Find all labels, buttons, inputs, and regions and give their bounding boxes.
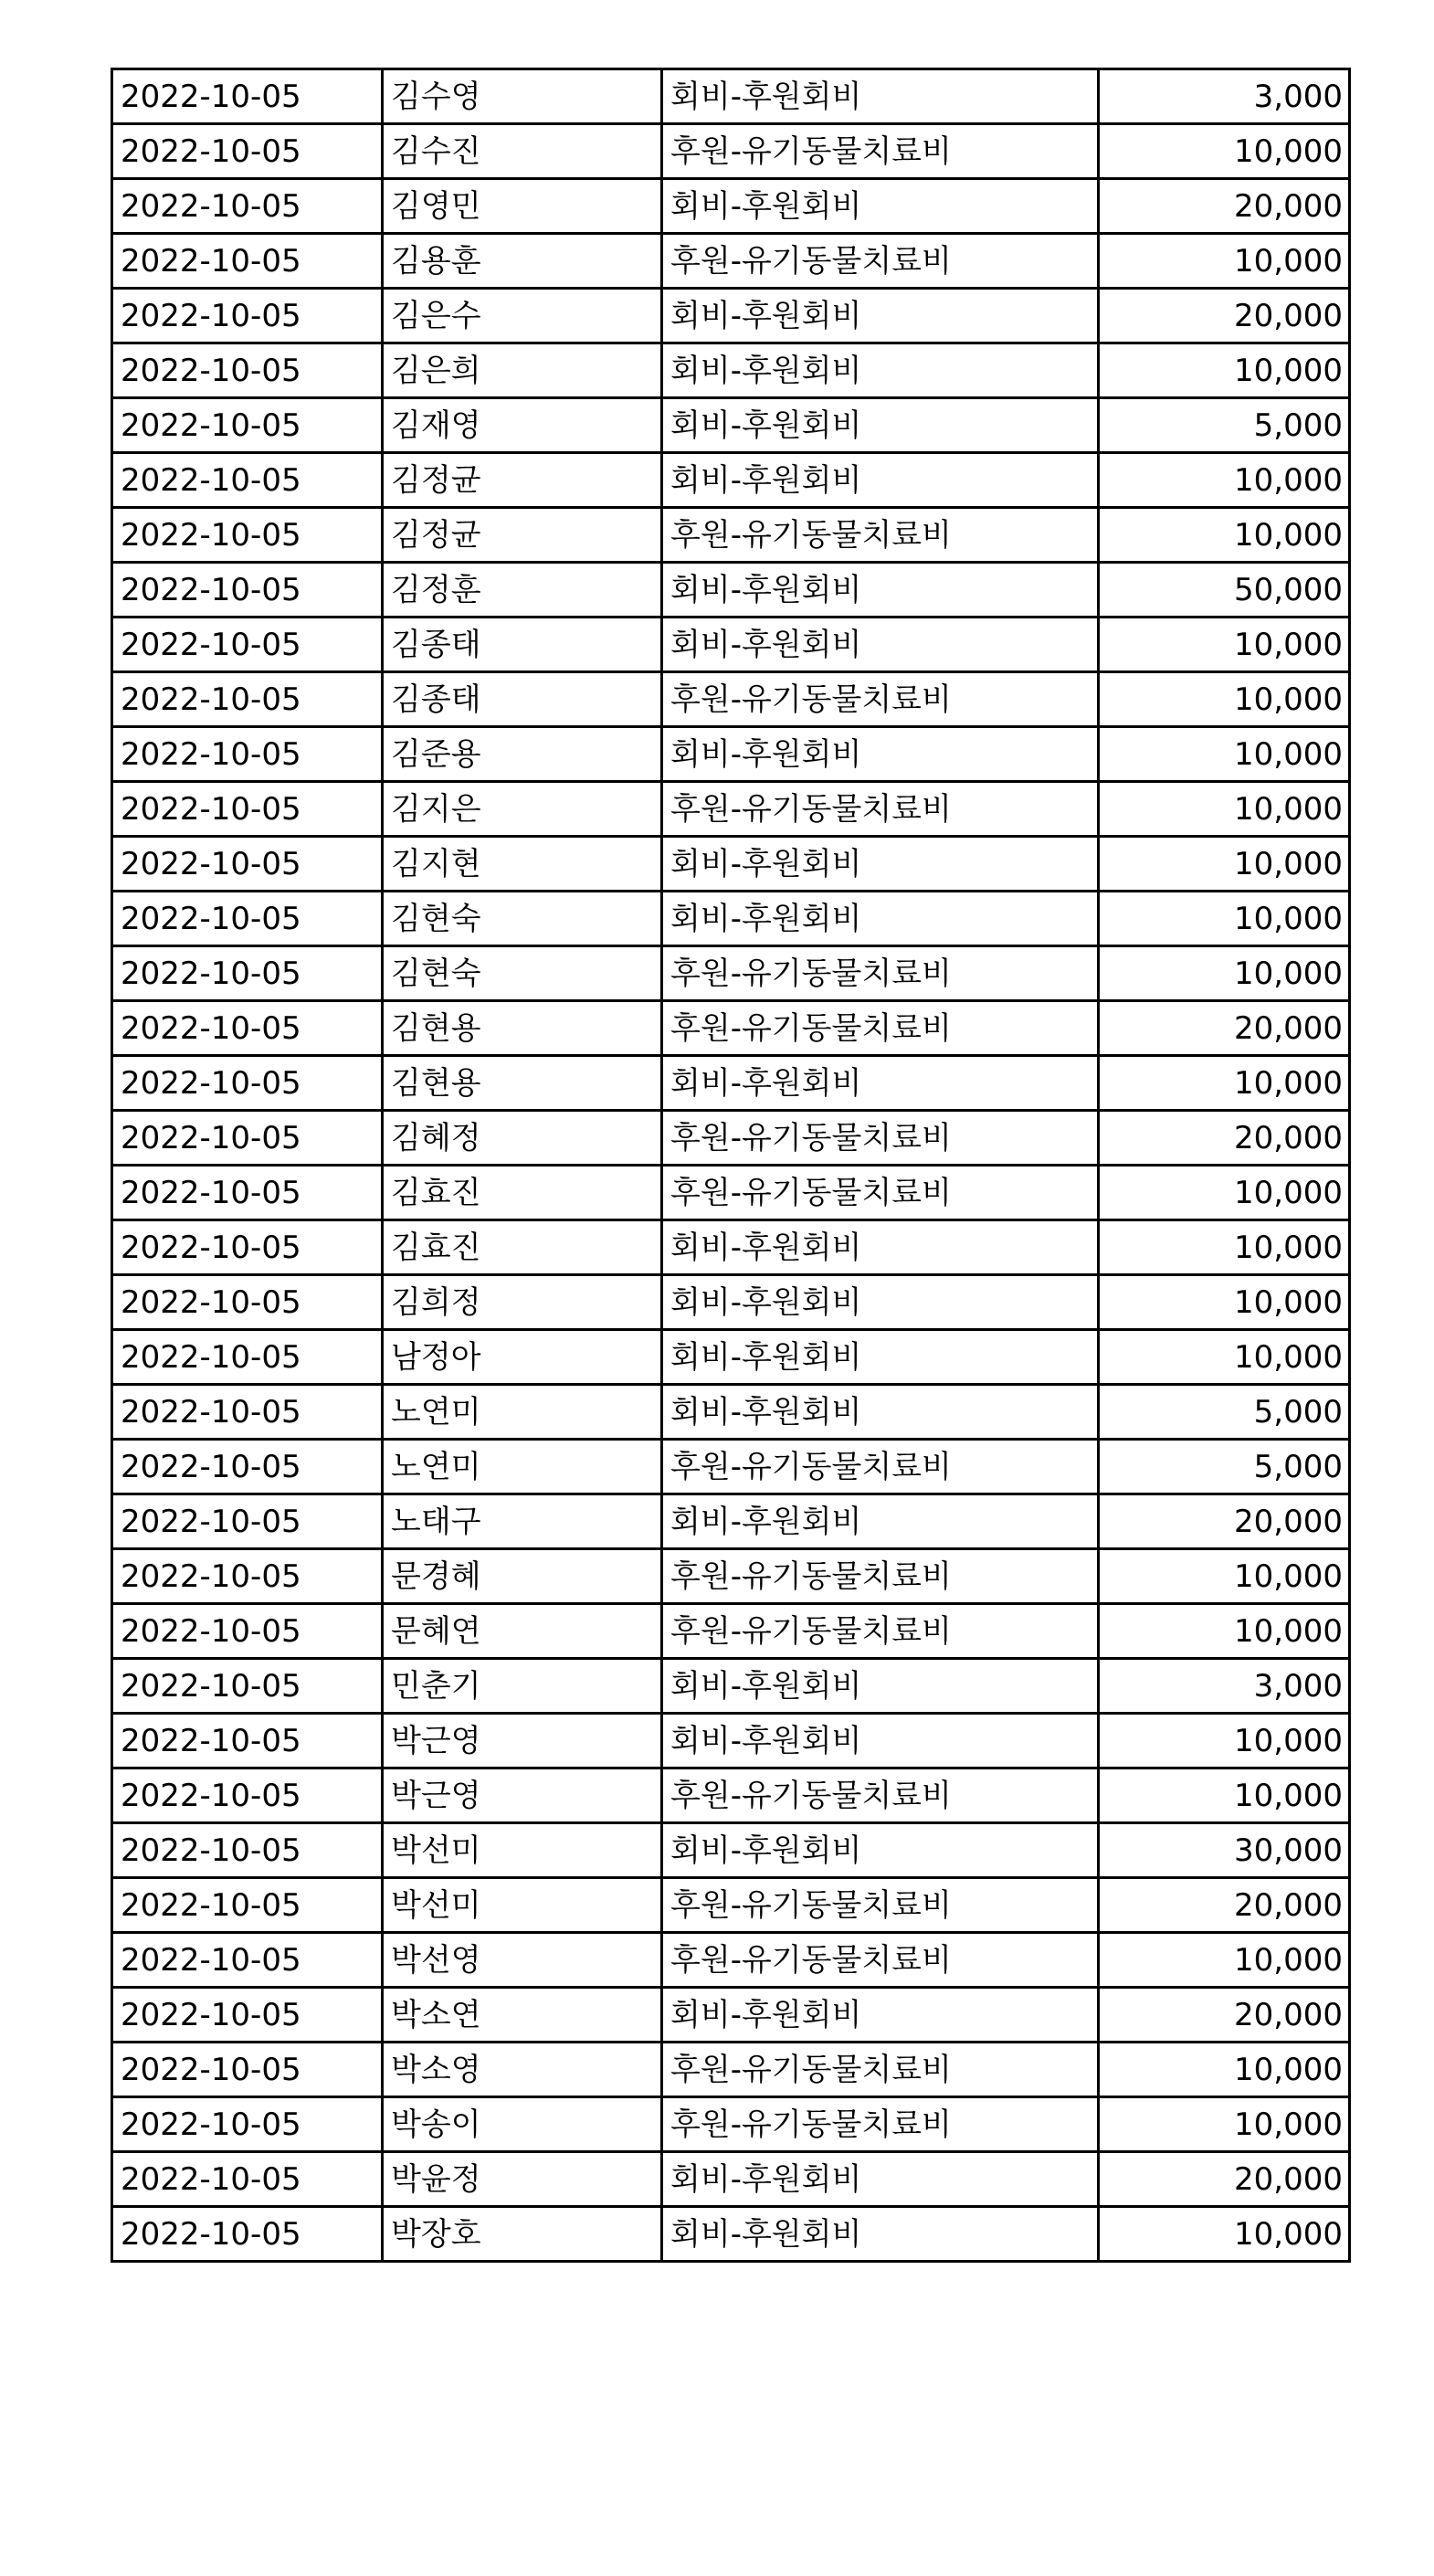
table-row [112,2043,1350,2097]
type-cell: 회비-후원회비 [662,2207,1099,2262]
date-cell: 2022-10-05 [112,946,383,1001]
table-row [112,1714,1350,1768]
date-cell: 2022-10-05 [112,618,383,672]
table-row [112,1988,1350,2043]
table-row [112,453,1350,508]
date-cell: 2022-10-05 [112,1878,383,1933]
name-cell: 김정훈 [383,563,662,618]
type-cell: 회비-후원회비 [662,289,1099,343]
name-cell: 노태구 [383,1494,662,1549]
table-row [112,1275,1350,1330]
name-cell: 박송이 [383,2097,662,2152]
date-cell: 2022-10-05 [112,1275,383,1330]
type-cell: 후원-유기동물치료비 [662,1549,1099,1604]
table-row [112,563,1350,618]
name-cell: 김준용 [383,727,662,782]
date-cell: 2022-10-05 [112,453,383,508]
ledger-body [112,69,1350,2262]
type-cell: 후원-유기동물치료비 [662,508,1099,563]
type-cell: 회비-후원회비 [662,727,1099,782]
date-cell: 2022-10-05 [112,2043,383,2097]
name-cell: 김지은 [383,782,662,837]
name-cell: 노연미 [383,1440,662,1494]
name-cell: 김수진 [383,124,662,179]
name-cell: 노연미 [383,1385,662,1440]
name-cell: 김정균 [383,453,662,508]
type-cell: 후원-유기동물치료비 [662,1878,1099,1933]
name-cell: 김은희 [383,343,662,398]
amount-cell: 5,000 [1099,398,1350,453]
type-cell: 후원-유기동물치료비 [662,2043,1099,2097]
donation-ledger-table [111,68,1351,2263]
type-cell: 회비-후원회비 [662,1659,1099,1714]
type-cell: 후원-유기동물치료비 [662,234,1099,289]
date-cell: 2022-10-05 [112,1111,383,1166]
date-cell: 2022-10-05 [112,1604,383,1659]
name-cell: 박소영 [383,2043,662,2097]
amount-cell: 5,000 [1099,1440,1350,1494]
table-row [112,672,1350,727]
table-row [112,1056,1350,1111]
name-cell: 김혜정 [383,1111,662,1166]
name-cell: 김수영 [383,69,662,124]
date-cell: 2022-10-05 [112,727,383,782]
type-cell: 회비-후원회비 [662,343,1099,398]
table-row [112,1823,1350,1878]
date-cell: 2022-10-05 [112,1823,383,1878]
table-row [112,179,1350,234]
table-row [112,398,1350,453]
date-cell: 2022-10-05 [112,837,383,892]
table-row [112,2207,1350,2262]
table-row [112,508,1350,563]
amount-cell: 3,000 [1099,1659,1350,1714]
type-cell: 후원-유기동물치료비 [662,2097,1099,2152]
amount-cell: 20,000 [1099,179,1350,234]
amount-cell: 20,000 [1099,289,1350,343]
table-row [112,2097,1350,2152]
amount-cell: 20,000 [1099,1001,1350,1056]
amount-cell: 10,000 [1099,837,1350,892]
date-cell: 2022-10-05 [112,1330,383,1385]
amount-cell: 10,000 [1099,1714,1350,1768]
date-cell: 2022-10-05 [112,1933,383,1988]
amount-cell: 10,000 [1099,2097,1350,2152]
type-cell: 후원-유기동물치료비 [662,1111,1099,1166]
amount-cell: 10,000 [1099,1166,1350,1220]
date-cell: 2022-10-05 [112,672,383,727]
type-cell: 회비-후원회비 [662,179,1099,234]
type-cell: 회비-후원회비 [662,453,1099,508]
table-row [112,1385,1350,1440]
table-row [112,1440,1350,1494]
amount-cell: 10,000 [1099,1933,1350,1988]
type-cell: 회비-후원회비 [662,618,1099,672]
amount-cell: 5,000 [1099,1385,1350,1440]
type-cell: 회비-후원회비 [662,398,1099,453]
date-cell: 2022-10-05 [112,1768,383,1823]
type-cell: 후원-유기동물치료비 [662,672,1099,727]
name-cell: 김은수 [383,289,662,343]
type-cell: 후원-유기동물치료비 [662,1440,1099,1494]
type-cell: 회비-후원회비 [662,1275,1099,1330]
name-cell: 김종태 [383,672,662,727]
date-cell: 2022-10-05 [112,1659,383,1714]
amount-cell: 10,000 [1099,1604,1350,1659]
name-cell: 박소연 [383,1988,662,2043]
amount-cell: 10,000 [1099,453,1350,508]
date-cell: 2022-10-05 [112,563,383,618]
type-cell: 회비-후원회비 [662,1220,1099,1275]
date-cell: 2022-10-05 [112,1166,383,1220]
date-cell: 2022-10-05 [112,343,383,398]
date-cell: 2022-10-05 [112,2152,383,2207]
amount-cell: 10,000 [1099,1275,1350,1330]
table-row [112,1768,1350,1823]
amount-cell: 30,000 [1099,1823,1350,1878]
name-cell: 김효진 [383,1220,662,1275]
amount-cell: 10,000 [1099,946,1350,1001]
date-cell: 2022-10-05 [112,2207,383,2262]
name-cell: 박선미 [383,1823,662,1878]
table-row [112,1549,1350,1604]
amount-cell: 10,000 [1099,124,1350,179]
amount-cell: 10,000 [1099,1220,1350,1275]
name-cell: 김희정 [383,1275,662,1330]
date-cell: 2022-10-05 [112,892,383,946]
date-cell: 2022-10-05 [112,1001,383,1056]
date-cell: 2022-10-05 [112,289,383,343]
date-cell: 2022-10-05 [112,1056,383,1111]
table-row [112,618,1350,672]
amount-cell: 10,000 [1099,508,1350,563]
type-cell: 회비-후원회비 [662,837,1099,892]
date-cell: 2022-10-05 [112,1494,383,1549]
type-cell: 회비-후원회비 [662,69,1099,124]
name-cell: 박근영 [383,1768,662,1823]
name-cell: 남정아 [383,1330,662,1385]
name-cell: 박장호 [383,2207,662,2262]
amount-cell: 20,000 [1099,1878,1350,1933]
amount-cell: 20,000 [1099,2152,1350,2207]
type-cell: 회비-후원회비 [662,1823,1099,1878]
name-cell: 박선영 [383,1933,662,1988]
name-cell: 김현숙 [383,892,662,946]
amount-cell: 10,000 [1099,1549,1350,1604]
table-row [112,1166,1350,1220]
table-row [112,892,1350,946]
amount-cell: 10,000 [1099,1768,1350,1823]
table-row [112,1659,1350,1714]
amount-cell: 50,000 [1099,563,1350,618]
name-cell: 김용훈 [383,234,662,289]
name-cell: 김현용 [383,1056,662,1111]
type-cell: 후원-유기동물치료비 [662,1933,1099,1988]
date-cell: 2022-10-05 [112,234,383,289]
table-row [112,69,1350,124]
name-cell: 김정균 [383,508,662,563]
name-cell: 김지현 [383,837,662,892]
date-cell: 2022-10-05 [112,1385,383,1440]
name-cell: 김종태 [383,618,662,672]
type-cell: 후원-유기동물치료비 [662,1604,1099,1659]
amount-cell: 10,000 [1099,234,1350,289]
amount-cell: 10,000 [1099,618,1350,672]
table-row [112,1878,1350,1933]
name-cell: 박근영 [383,1714,662,1768]
table-row [112,1111,1350,1166]
type-cell: 회비-후원회비 [662,1714,1099,1768]
date-cell: 2022-10-05 [112,1440,383,1494]
table-row [112,124,1350,179]
name-cell: 김재영 [383,398,662,453]
amount-cell: 10,000 [1099,1056,1350,1111]
date-cell: 2022-10-05 [112,1220,383,1275]
name-cell: 김효진 [383,1166,662,1220]
name-cell: 박선미 [383,1878,662,1933]
table-row [112,1001,1350,1056]
amount-cell: 10,000 [1099,782,1350,837]
amount-cell: 10,000 [1099,892,1350,946]
amount-cell: 10,000 [1099,2207,1350,2262]
type-cell: 회비-후원회비 [662,2152,1099,2207]
type-cell: 후원-유기동물치료비 [662,1166,1099,1220]
amount-cell: 10,000 [1099,727,1350,782]
type-cell: 회비-후원회비 [662,892,1099,946]
type-cell: 후원-유기동물치료비 [662,782,1099,837]
date-cell: 2022-10-05 [112,69,383,124]
name-cell: 박윤정 [383,2152,662,2207]
amount-cell: 10,000 [1099,1330,1350,1385]
table-row [112,234,1350,289]
table-row [112,837,1350,892]
name-cell: 김영민 [383,179,662,234]
table-row [112,1604,1350,1659]
date-cell: 2022-10-05 [112,1988,383,2043]
amount-cell: 3,000 [1099,69,1350,124]
date-cell: 2022-10-05 [112,124,383,179]
amount-cell: 10,000 [1099,343,1350,398]
amount-cell: 20,000 [1099,1494,1350,1549]
amount-cell: 10,000 [1099,672,1350,727]
amount-cell: 20,000 [1099,1111,1350,1166]
table-row [112,1494,1350,1549]
type-cell: 후원-유기동물치료비 [662,1001,1099,1056]
date-cell: 2022-10-05 [112,2097,383,2152]
name-cell: 김현숙 [383,946,662,1001]
name-cell: 문경혜 [383,1549,662,1604]
type-cell: 회비-후원회비 [662,563,1099,618]
type-cell: 후원-유기동물치료비 [662,124,1099,179]
table-row [112,946,1350,1001]
type-cell: 후원-유기동물치료비 [662,1768,1099,1823]
amount-cell: 10,000 [1099,2043,1350,2097]
name-cell: 김현용 [383,1001,662,1056]
table-row [112,289,1350,343]
name-cell: 문혜연 [383,1604,662,1659]
type-cell: 회비-후원회비 [662,1056,1099,1111]
date-cell: 2022-10-05 [112,508,383,563]
table-row [112,1933,1350,1988]
date-cell: 2022-10-05 [112,1549,383,1604]
name-cell: 민춘기 [383,1659,662,1714]
table-row [112,727,1350,782]
table-row [112,2152,1350,2207]
type-cell: 회비-후원회비 [662,1385,1099,1440]
type-cell: 회비-후원회비 [662,1330,1099,1385]
date-cell: 2022-10-05 [112,179,383,234]
table-row [112,343,1350,398]
amount-cell: 20,000 [1099,1988,1350,2043]
type-cell: 회비-후원회비 [662,1988,1099,2043]
type-cell: 회비-후원회비 [662,1494,1099,1549]
date-cell: 2022-10-05 [112,1714,383,1768]
type-cell: 후원-유기동물치료비 [662,946,1099,1001]
table-row [112,1220,1350,1275]
date-cell: 2022-10-05 [112,398,383,453]
table-row [112,1330,1350,1385]
table-row [112,782,1350,837]
date-cell: 2022-10-05 [112,782,383,837]
